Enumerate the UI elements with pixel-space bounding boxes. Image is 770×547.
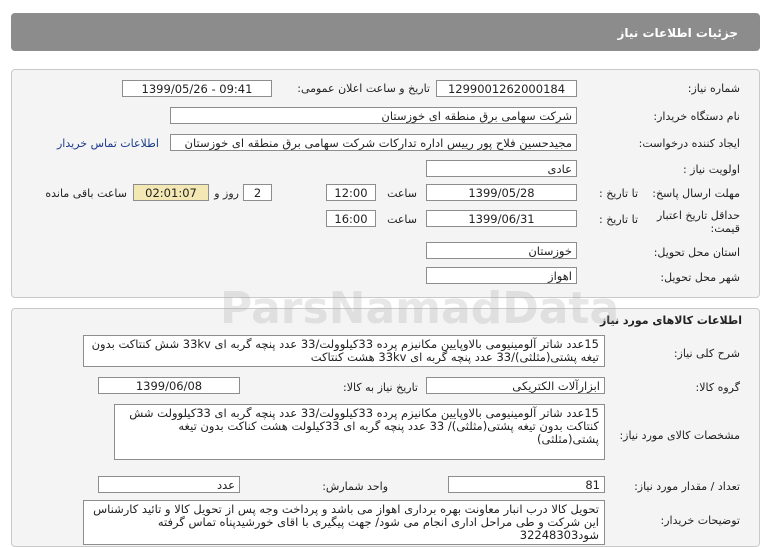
buyer-notes-label: توضیحات خریدار: — [660, 514, 740, 527]
deadline-label: مهلت ارسال پاسخ: — [652, 187, 740, 200]
city-label: شهر محل تحویل: — [660, 271, 740, 284]
quantity-label: تعداد / مقدار مورد نیاز: — [634, 480, 740, 493]
announce-label: تاریخ و ساعت اعلان عمومی: — [297, 82, 430, 95]
watermark: ParsNamadData — [220, 283, 620, 334]
need-number-field[interactable]: 1299001262000184 — [436, 80, 577, 97]
requester-label: ایجاد کننده درخواست: — [638, 137, 740, 150]
need-date-label: تاریخ نیاز به کالا: — [343, 381, 418, 394]
unit-label: واحد شمارش: — [322, 480, 388, 493]
validity-label: حداقل تاریخ اعتبار قیمت: — [656, 209, 740, 235]
goods-group-label: گروه کالا: — [695, 381, 740, 394]
buyer-label: نام دستگاه خریدار: — [653, 110, 740, 123]
page-title: جزئیات اطلاعات نیاز — [617, 26, 738, 40]
general-desc-label: شرح کلی نیاز: — [673, 347, 740, 360]
validity-to-date-label: تا تاریخ : — [599, 213, 638, 226]
days-label: روز و — [214, 187, 239, 200]
province-label: استان محل تحویل: — [653, 246, 740, 259]
deadline-date-field[interactable]: 1399/05/28 — [426, 184, 577, 201]
goods-group-field[interactable]: ابزارآلات الکتریکی — [426, 377, 605, 394]
announce-field[interactable]: 1399/05/26 - 09:41 — [122, 80, 272, 97]
header-bar — [11, 13, 760, 51]
buyer-contact-link[interactable]: اطلاعات تماس خریدار — [57, 137, 159, 150]
buyer-field[interactable]: شرکت سهامی برق منطقه ای خوزستان — [170, 107, 577, 124]
unit-field[interactable]: عدد — [98, 476, 240, 493]
need-details-panel — [11, 69, 760, 298]
spec-label: مشخصات کالای مورد نیاز: — [619, 429, 740, 442]
remaining-label: ساعت باقی مانده — [45, 187, 127, 200]
buyer-notes-field[interactable]: تحویل کالا درب انبار معاونت بهره برداری اهواز می باشد و پرداخت وجه پس از تحویل کالا و تائید کارشناس این شرکت و طی مراحل اداری انجام می شود/ جهت پیگیری با اقای خورشیدپناه تماس گرفته شود32248303 — [83, 500, 605, 545]
deadline-time-label: ساعت — [387, 187, 417, 200]
validity-date-field[interactable]: 1399/06/31 — [426, 210, 577, 227]
priority-label: اولویت نیاز : — [682, 163, 740, 176]
general-desc-field[interactable]: 15عدد شاتر آلومینیومی بالاوپایین مکانیزم پرده 33کیلوولت/33 عدد پنچه گربه ای 33kv شش کنتاکت بدون تیغه پشتی(مثلثی)/33 عدد پنچه گربه ای 33kv هشت کنتاکت — [83, 335, 605, 367]
validity-time-label: ساعت — [387, 213, 417, 226]
priority-field[interactable]: عادی — [426, 160, 577, 177]
validity-time-field[interactable]: 16:00 — [326, 210, 376, 227]
remaining-time-field: 02:01:07 — [133, 184, 209, 201]
goods-section-title: اطلاعات کالاهای مورد نیاز — [600, 314, 742, 327]
deadline-to-date-label: تا تاریخ : — [599, 187, 638, 200]
province-field[interactable]: خوزستان — [426, 242, 577, 259]
need-date-field[interactable]: 1399/06/08 — [98, 377, 240, 394]
requester-field[interactable]: مجیدحسین فلاح پور رییس اداره تدارکات شرکت سهامی برق منطقه ای خوزستان — [170, 134, 577, 151]
spec-field[interactable]: 15عدد شاتر آلومینیومی بالاوپایین مکانیزم پرده 33کیلوولت/33 عدد پنچه گربه ای 33کیلوولت شش کنتاکت بدون تیغه پشتی(مثلثی)/ 33 عدد پنچه گربه ای 33کیلولت هشت کناکت بدون تیغه پشتی(مثلثی) — [114, 404, 605, 460]
quantity-field[interactable]: 81 — [448, 476, 605, 493]
need-number-label: شماره نیاز: — [687, 82, 740, 95]
deadline-time-field[interactable]: 12:00 — [326, 184, 376, 201]
city-field[interactable]: اهواز — [426, 267, 577, 284]
days-field[interactable]: 2 — [243, 184, 272, 201]
